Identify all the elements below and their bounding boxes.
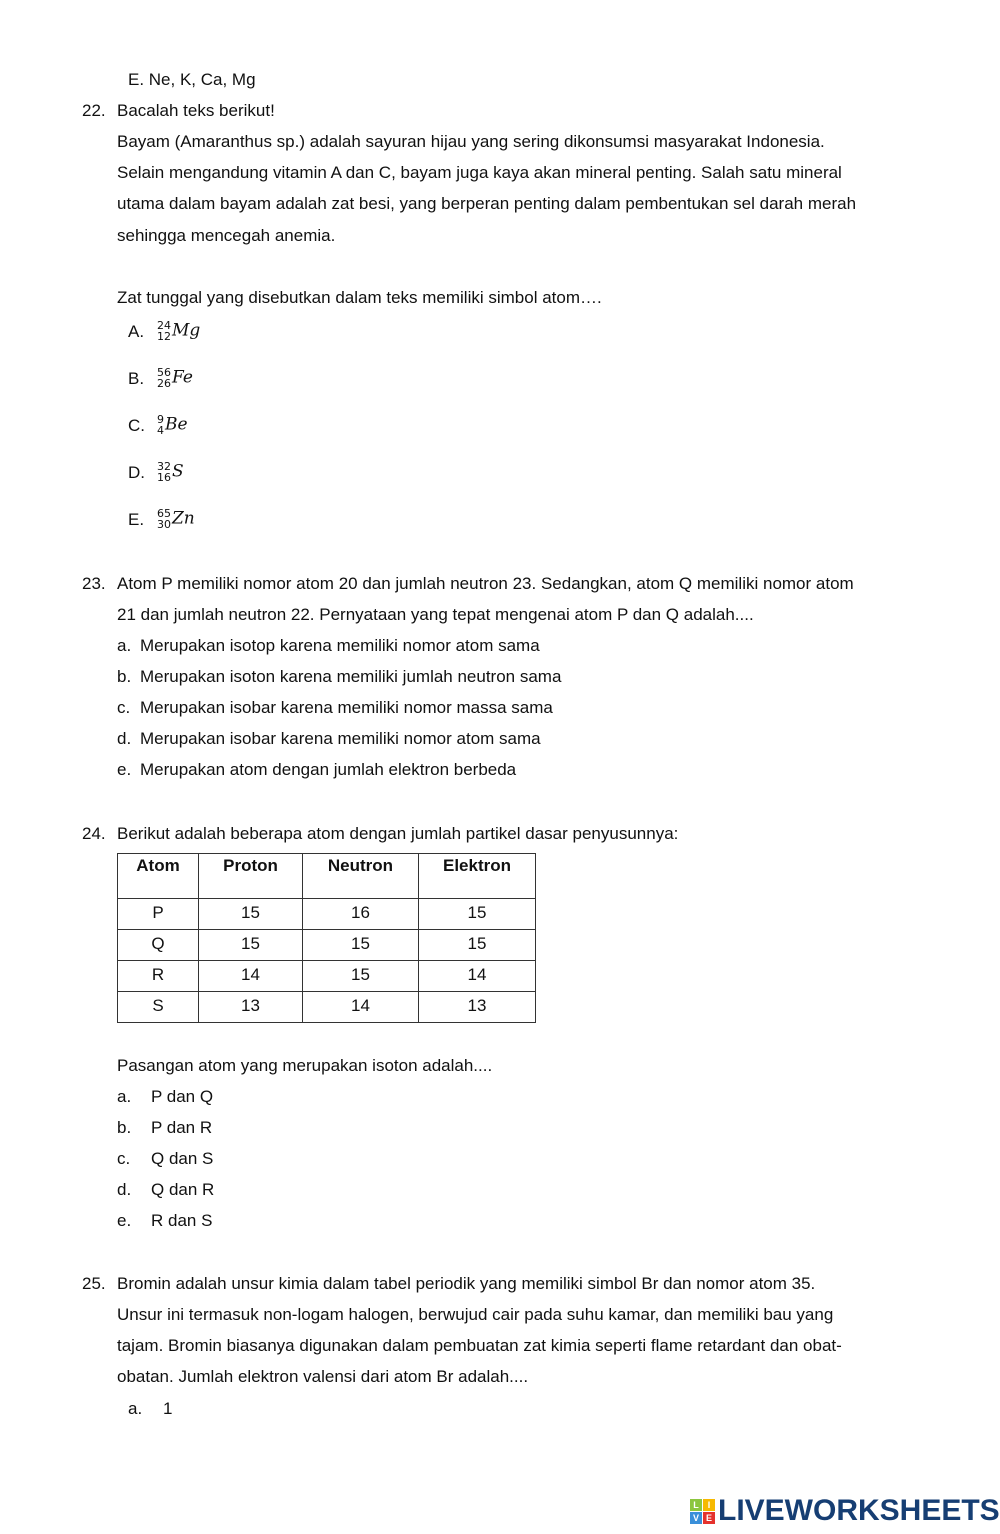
atomic-number: 12 (157, 330, 171, 343)
q23-option-text: Merupakan isoton karena memiliki jumlah neutron sama (140, 667, 562, 686)
q24-option-text: Q dan S (151, 1149, 214, 1168)
atomic-number: 30 (157, 518, 171, 531)
table-cell: 14 (303, 992, 419, 1023)
table-header: Elektron (419, 854, 536, 899)
table-cell: 14 (419, 961, 536, 992)
q23-option-text: Merupakan isotop karena memiliki nomor atom sama (140, 636, 540, 655)
table-header: Neutron (303, 854, 419, 899)
q23-text-line: 21 dan jumlah neutron 22. Pernyataan yang tepat mengenai atom P dan Q adalah.... (117, 605, 754, 624)
logo-tile: E (703, 1512, 715, 1524)
mass-number: 56 (157, 366, 171, 379)
element-symbol: Mg (172, 320, 201, 341)
q23-option-label: b. (117, 667, 132, 686)
q25-text-line: Unsur ini termasuk non-logam halogen, berwujud cair pada suhu kamar, dan memiliki bau yang (117, 1305, 834, 1324)
q24-option-label: e. (117, 1211, 132, 1230)
q24-option-label: c. (117, 1149, 131, 1168)
q22-option-label: B. (128, 369, 145, 388)
isotope-scripts (157, 461, 171, 483)
isotope-notation (157, 461, 184, 483)
isotope-scripts (157, 367, 171, 389)
q25-option-label: a. (128, 1399, 143, 1418)
element-symbol: Be (165, 414, 188, 435)
logo-text: LIVEWORKSHEETS (718, 1494, 1000, 1527)
table-cell: 13 (199, 992, 303, 1023)
q22-option-label: D. (128, 463, 145, 482)
q24-option-label: b. (117, 1118, 132, 1137)
q23-option-label: d. (117, 729, 132, 748)
element-symbol: Fe (172, 367, 193, 388)
q24-option-text: P dan R (151, 1118, 213, 1137)
q25-number: 25. (82, 1274, 106, 1293)
q24-number: 24. (82, 824, 106, 843)
table-row (118, 930, 536, 961)
table-cell: P (118, 899, 199, 930)
table-header: Atom (118, 854, 199, 899)
q22-option-label: C. (128, 416, 145, 435)
isotope-notation (157, 367, 193, 389)
q22-text-line: sehingga mencegah anemia. (117, 226, 336, 245)
q22-text-line: Bayam (Amaranthus sp.) adalah sayuran hijau yang sering dikonsumsi masyarakat Indonesia. (117, 132, 825, 151)
logo-tile: V (690, 1512, 702, 1524)
table-row (118, 899, 536, 930)
table-cell: 15 (199, 899, 303, 930)
q22-text-line: utama dalam bayam adalah zat besi, yang berperan penting dalam pembentukan sel darah merah (117, 194, 857, 213)
q24-option-text: R dan S (151, 1211, 213, 1230)
q24-option-text: Q dan R (151, 1180, 215, 1199)
isotope-notation (157, 414, 188, 436)
q24-option-text: P dan Q (151, 1087, 214, 1106)
q23-option-text: Merupakan isobar karena memiliki nomor massa sama (140, 698, 553, 717)
q22-question: Zat tunggal yang disebutkan dalam teks memiliki simbol atom…. (117, 288, 602, 307)
atomic-number: 16 (157, 471, 171, 484)
isotope-scripts (157, 508, 171, 530)
q25-text-line: tajam. Bromin biasanya digunakan dalam pembuatan zat kimia seperti flame retardant dan obat- (117, 1336, 842, 1355)
q23-text-line: Atom P memiliki nomor atom 20 dan jumlah neutron 23. Sedangkan, atom Q memiliki nomor atom (117, 574, 854, 593)
q23-option-label: a. (117, 636, 132, 655)
table-cell: Q (118, 930, 199, 961)
q23-option-text: Merupakan isobar karena memiliki nomor atom sama (140, 729, 541, 748)
logo-tile: I (703, 1499, 715, 1511)
element-symbol: Zn (172, 508, 195, 529)
liveworksheets-logo (690, 1494, 1000, 1528)
q22-intro: Bacalah teks berikut! (117, 101, 275, 120)
q24-option-label: a. (117, 1087, 132, 1106)
particle-table (117, 853, 536, 1023)
q22-text-line: Selain mengandung vitamin A dan C, bayam juga kaya akan mineral penting. Salah satu mineral (117, 163, 842, 182)
logo-tile: L (690, 1499, 702, 1511)
table-header: Proton (199, 854, 303, 899)
q21-option-e: E. Ne, K, Ca, Mg (128, 70, 256, 89)
isotope-notation (157, 508, 195, 530)
table-header-row (118, 854, 536, 899)
mass-number: 32 (157, 460, 171, 473)
q25-text-line: Bromin adalah unsur kimia dalam tabel periodik yang memiliki simbol Br dan nomor atom 35. (117, 1274, 816, 1293)
table-cell: 15 (199, 930, 303, 961)
element-symbol: S (172, 461, 184, 482)
table-cell: 15 (303, 961, 419, 992)
q24-question: Pasangan atom yang merupakan isoton adalah.... (117, 1056, 493, 1075)
logo-tiles (690, 1499, 715, 1524)
table-cell: 15 (419, 930, 536, 961)
table-row (118, 961, 536, 992)
isotope-notation (157, 320, 200, 342)
mass-number: 9 (157, 413, 164, 426)
table-row (118, 992, 536, 1023)
atomic-number: 26 (157, 377, 171, 390)
q23-option-label: c. (117, 698, 131, 717)
q23-option-text: Merupakan atom dengan jumlah elektron berbeda (140, 760, 517, 779)
table-cell: 13 (419, 992, 536, 1023)
isotope-scripts (157, 414, 164, 436)
table-cell: R (118, 961, 199, 992)
q23-option-label: e. (117, 760, 132, 779)
mass-number: 24 (157, 319, 171, 332)
q24-option-label: d. (117, 1180, 132, 1199)
mass-number: 65 (157, 507, 171, 520)
q22-option-label: E. (128, 510, 145, 529)
atomic-number: 4 (157, 424, 164, 437)
table-cell: 14 (199, 961, 303, 992)
q25-text-line: obatan. Jumlah elektron valensi dari atom Br adalah.... (117, 1367, 529, 1386)
q24-intro: Berikut adalah beberapa atom dengan jumlah partikel dasar penyusunnya: (117, 824, 679, 843)
q25-option-text: 1 (163, 1399, 173, 1418)
q22-number: 22. (82, 101, 106, 120)
table-cell: S (118, 992, 199, 1023)
table-cell: 16 (303, 899, 419, 930)
isotope-scripts (157, 320, 171, 342)
table-cell: 15 (419, 899, 536, 930)
table-cell: 15 (303, 930, 419, 961)
q23-number: 23. (82, 574, 106, 593)
q22-option-label: A. (128, 322, 145, 341)
